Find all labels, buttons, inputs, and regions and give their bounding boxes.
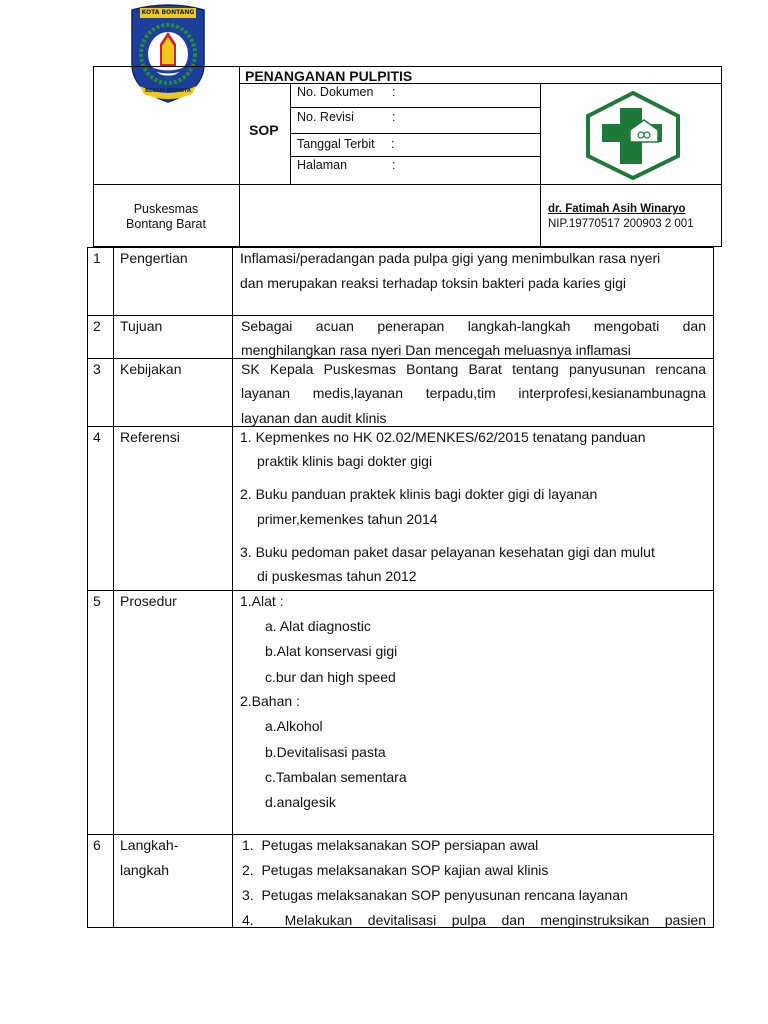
row-text-line: layanan medis,layanan terpadu,tim interprofesi,kesianambunagna xyxy=(241,385,706,401)
procedure-heading: 1.Alat : xyxy=(240,593,284,609)
row-label: Pengertian xyxy=(120,250,188,266)
procedure-heading: 2.Bahan : xyxy=(240,693,300,709)
row-number: 3 xyxy=(93,361,101,377)
signer-nip: NIP.19770517 200903 2 001 xyxy=(548,218,694,230)
step-item: 4. Melakukan devitalisasi pulpa dan menginstruksikan pasien xyxy=(242,912,706,928)
field-no-revisi: No. Revisi xyxy=(297,110,354,124)
row-label: Referensi xyxy=(120,429,180,445)
row-number: 5 xyxy=(93,593,101,609)
procedure-item: c.bur dan high speed xyxy=(265,669,396,685)
field-tanggal-terbit-colon: : xyxy=(391,137,395,151)
sop-label: SOP xyxy=(249,122,279,138)
step-item: 1. Petugas melaksanakan SOP persiapan awal xyxy=(242,837,539,853)
reference-item: 2. Buku panduan praktek klinis bagi dokter gigi di layanan xyxy=(240,486,598,502)
logo-bottom-text: BESSAI BERINTA xyxy=(145,88,191,94)
row-label-cont: langkah xyxy=(120,862,170,878)
org-name-line2: Bontang Barat xyxy=(126,217,206,231)
procedure-item: a. Alat diagnostic xyxy=(265,618,371,634)
row-label: Tujuan xyxy=(120,318,163,334)
step-item: 3. Petugas melaksanakan SOP penyusunan rencana layanan xyxy=(242,887,628,903)
org-name-line1: Puskesmas xyxy=(133,202,199,216)
procedure-item: b.Devitalisasi pasta xyxy=(265,744,386,760)
row-number: 2 xyxy=(93,318,101,334)
row-text-line: layanan dan audit klinis xyxy=(241,410,387,426)
row-number: 6 xyxy=(93,837,101,853)
document-title: PENANGANAN PULPITIS xyxy=(245,68,413,84)
procedure-item: c.Tambalan sementara xyxy=(265,769,407,785)
procedure-item: b.Alat konservasi gigi xyxy=(265,643,398,659)
logo-top-text: KOTA BONTANG xyxy=(141,9,195,16)
puskesmas-logo-icon xyxy=(584,90,682,180)
row-label: Langkah- xyxy=(120,837,179,853)
field-no-dokumen: No. Dokumen xyxy=(297,85,374,99)
row-text-line: Inflamasi/peradangan pada pulpa gigi yang menimbulkan rasa nyeri xyxy=(240,250,661,266)
row-text-line: Sebagai acuan penerapan langkah-langkah mengobati dan xyxy=(241,318,706,334)
procedure-item: a.Alkohol xyxy=(265,718,323,734)
reference-item-cont: di puskesmas tahun 2012 xyxy=(257,568,417,584)
field-tanggal-terbit: Tanggal Terbit xyxy=(297,137,375,151)
reference-item: 1. Kepmenkes no HK 02.02/MENKES/62/2015 tenatang panduan xyxy=(240,429,646,445)
field-halaman-colon: : xyxy=(392,158,396,172)
row-text-line: menghilangkan rasa nyeri Dan mencegah meluasnya inflamasi xyxy=(241,342,631,358)
reference-item-cont: praktik klinis bagi dokter gigi xyxy=(257,453,433,469)
row-text-line: SK Kepala Puskesmas Bontang Barat tentang panyusunan rencana xyxy=(241,361,706,377)
field-no-dokumen-colon: : xyxy=(392,85,396,99)
row-number: 4 xyxy=(93,429,101,445)
reference-item-cont: primer,kemenkes tahun 2014 xyxy=(257,511,438,527)
signer-name: dr. Fatimah Asih Winaryo xyxy=(548,203,686,215)
field-no-revisi-colon: : xyxy=(392,110,396,124)
kota-bontang-logo xyxy=(126,2,210,104)
row-label: Prosedur xyxy=(120,593,177,609)
procedure-item: d.analgesik xyxy=(265,794,336,810)
field-halaman: Halaman xyxy=(297,158,348,172)
row-text-line: dan merupakan reaksi terhadap toksin bakteri pada karies gigi xyxy=(240,275,627,291)
row-label: Kebijakan xyxy=(120,361,182,377)
reference-item: 3. Buku pedoman paket dasar pelayanan kesehatan gigi dan mulut xyxy=(240,544,655,560)
step-item: 2. Petugas melaksanakan SOP kajian awal klinis xyxy=(242,862,549,878)
row-number: 1 xyxy=(93,250,101,266)
